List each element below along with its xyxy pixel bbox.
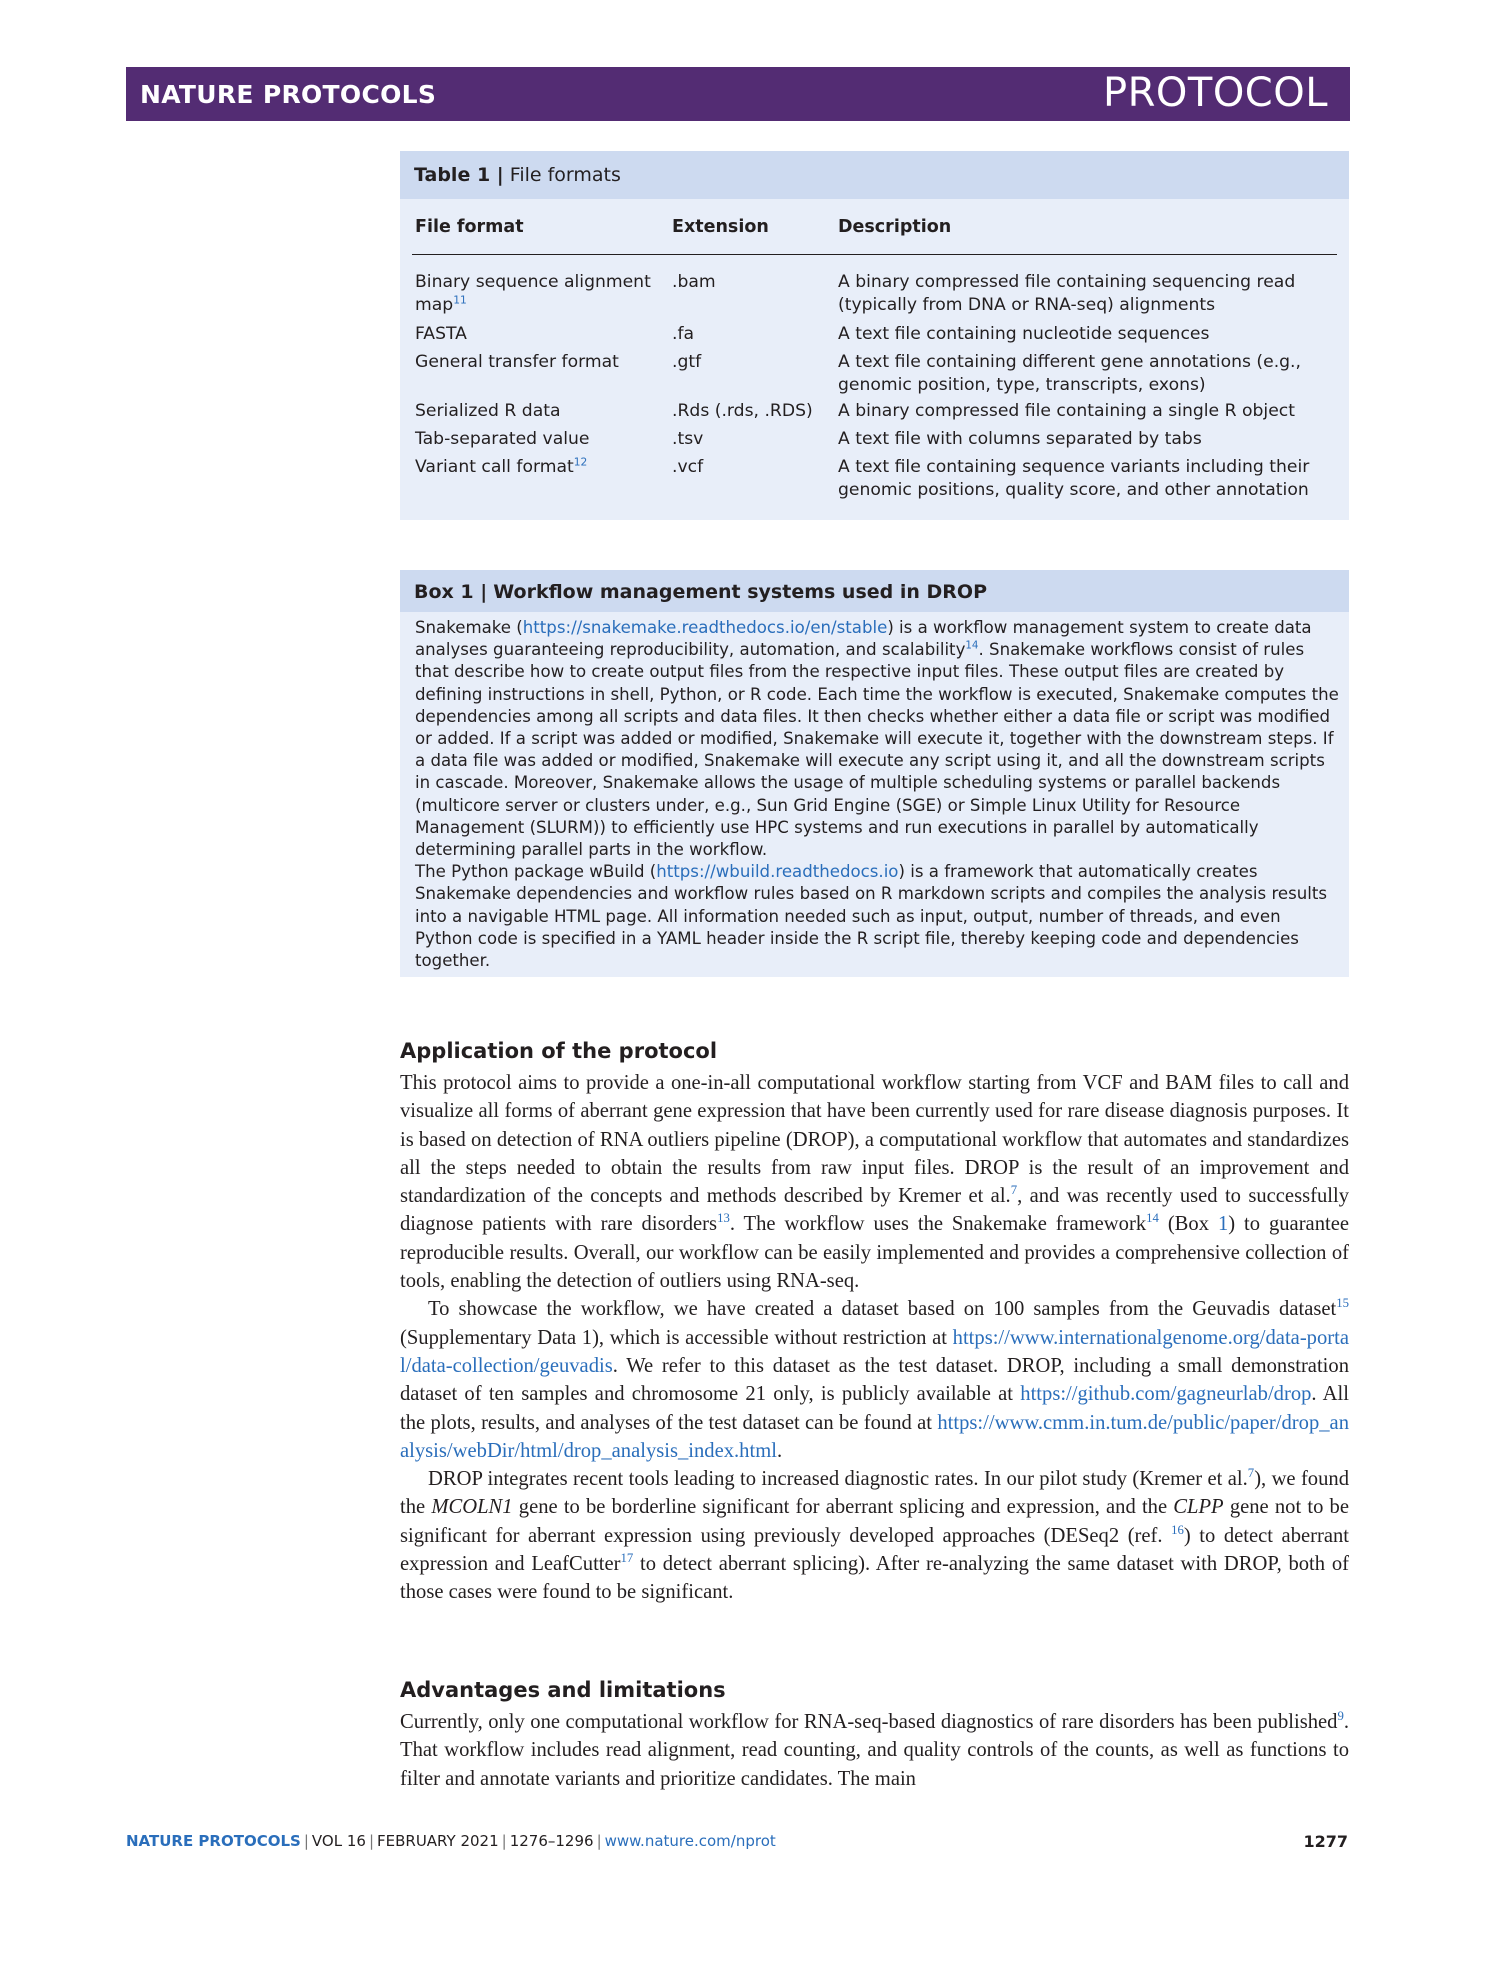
table-cell-format: FASTA bbox=[415, 324, 467, 344]
table-1-label: Table 1 | bbox=[414, 164, 504, 186]
footer-journal: NATURE PROTOCOLS bbox=[126, 1832, 301, 1850]
box-1-label: Box 1 | bbox=[414, 581, 488, 603]
table-cell-format: General transfer format bbox=[415, 352, 619, 372]
gene-name: CLPP bbox=[1173, 1496, 1224, 1519]
table-cell-extension: .tsv bbox=[672, 429, 704, 449]
table-cell-description: A text file containing nucleotide sequences bbox=[838, 324, 1210, 344]
footer-pages: 1276–1296 bbox=[509, 1832, 594, 1850]
citation-link[interactable]: 16 bbox=[1171, 1522, 1184, 1537]
citation-link[interactable]: 11 bbox=[453, 292, 467, 306]
paragraph: Currently, only one computational workflow for RNA-seq-based diagnostics of rare disorders has been published$^9$. That workflow includes read alignment, read counting, and quality controls of the counts, as well as functions to filter and annotate variants and prioritize candidates. The main bbox=[400, 1709, 1349, 1790]
table-cell-extension: .vcf bbox=[672, 457, 704, 477]
table-cell-format: Variant call format$^{12}$ bbox=[415, 455, 588, 477]
box-1-link[interactable]: 1 bbox=[1217, 1213, 1229, 1236]
page-number: 1277 bbox=[1303, 1832, 1348, 1851]
table-1-title bbox=[414, 164, 621, 186]
paragraph: This protocol aims to provide a one-in-all computational workflow starting from VCF and BAM files to call and visualize all forms of aberrant gene expression that have been currently used for rare disease diagnosis purposes. It is based on detection of RNA outliers pipeline (DROP), a computational workflow that automates and standardizes all the steps needed to obtain the results from raw input files. DROP is the result of an improvement and standardization of the concepts and methods described by Kremer et al.$^7$, and was recently used to successfully diagnose patients with rare disorders$^{13}$. The workflow uses the Snakemake framework$^{14}$ (Box 1) to guarantee reproducible results. Overall, our workflow can be easily implemented and provides a comprehensive collection of tools, enabling the detection of outliers using RNA-seq. bbox=[400, 1072, 1349, 1293]
table-cell-format: Serialized R data bbox=[415, 401, 561, 421]
table-cell-format: Tab-separated value bbox=[415, 429, 590, 449]
citation-link[interactable]: 7 bbox=[1247, 1466, 1255, 1481]
table-cell-description: A text file with columns separated by tabs bbox=[838, 429, 1202, 449]
section-heading-application: Application of the protocol bbox=[400, 1039, 718, 1063]
paragraph: DROP integrates recent tools leading to increased diagnostic rates. In our pilot study (Kremer et al.$^7$), we found the MCOLN1 gene to be borderline significant for aberrant splicing and expression, and the CLPP gene not to be significant for aberrant expression using previously developed approaches (DESeq2 (ref. $^{16}$) to detect aberrant expression and LeafCutter$^{17}$ to detect aberrant splicing). After re-analyzing the same dataset with DROP, both of those cases were found to be significant. bbox=[400, 1466, 1350, 1604]
article-type: PROTOCOL bbox=[1102, 70, 1328, 116]
box-1 bbox=[400, 570, 1349, 977]
footer-url-link[interactable]: www.nature.com/nprot bbox=[604, 1832, 776, 1850]
table-cell-description: A binary compressed file containing sequencing read (typically from DNA or RNA-seq) alignments bbox=[838, 272, 1296, 315]
table-cell-extension: .fa bbox=[672, 324, 695, 344]
box-1-paragraph: The Python package wBuild (https://wbuild.readthedocs.io) is a framework that automatically creates Snakemake dependencies and workflow rules based on R markdown scripts and compiles the analysis results into a navigable HTML page. All information needed such as input, output, number of threads, and even Python code is specified in a YAML header inside the R script file, thereby keeping code and dependencies together. bbox=[415, 862, 1328, 971]
table-cell-description: A binary compressed file containing a single R object bbox=[838, 401, 1295, 421]
section-heading-advantages: Advantages and limitations bbox=[400, 1678, 726, 1702]
citation-link[interactable]: 15 bbox=[1336, 1296, 1349, 1311]
footer-volume: VOL 16 bbox=[311, 1832, 366, 1850]
citation-link[interactable]: 13 bbox=[717, 1211, 730, 1226]
gene-name: MCOLN1 bbox=[431, 1496, 513, 1519]
table-cell-extension: .gtf bbox=[672, 352, 702, 372]
citation-link[interactable]: 17 bbox=[620, 1551, 634, 1566]
box-1-title bbox=[414, 581, 987, 603]
journal-name: NATURE PROTOCOLS bbox=[140, 80, 437, 109]
journal-header-bar bbox=[126, 67, 1350, 121]
box-1-body bbox=[415, 617, 1340, 972]
page-footer: NATURE PROTOCOLS | VOL 16 | FEBRUARY 2021 | 1276–1296 | www.nature.com/nprot 1277 bbox=[126, 1832, 1348, 1851]
drop-analysis-link[interactable]: https://www.cmm.in.tum.de/public/paper/drop_analysis/webDir/html/drop_analysis_index.html bbox=[400, 1411, 1349, 1462]
citation-link[interactable]: 7 bbox=[1010, 1183, 1018, 1198]
table-cell-extension: .Rds (.rds, .RDS) bbox=[672, 401, 813, 421]
table-1-title-bar bbox=[400, 151, 1349, 199]
box-1-caption: Workflow management systems used in DROP bbox=[493, 581, 988, 603]
wbuild-link[interactable]: https://wbuild.readthedocs.io bbox=[656, 862, 899, 882]
box-1-title-bar bbox=[400, 570, 1349, 612]
citation-link[interactable]: 14 bbox=[965, 639, 979, 652]
table-cell-format: Binary sequence alignment map$^{11}$ bbox=[415, 272, 651, 315]
geuvadis-link[interactable]: https://www.internationalgenome.org/data-portal/data-collection/geuvadis bbox=[400, 1326, 1349, 1377]
section-body-application bbox=[400, 1069, 1349, 1607]
section-body-advantages bbox=[400, 1708, 1349, 1793]
paragraph: To showcase the workflow, we have created a dataset based on 100 samples from the Geuvadis dataset$^{15}$ (Supplementary Data 1), which is accessible without restriction at https://www.internationalgenome.org/data-portal/data-collection/geuvadis. We refer to this dataset as the test dataset. DROP, including a small demonstration dataset of ten samples and chromosome 21 only, is publicly available at https://github.com/gagneurlab/drop. All the plots, results, and analyses of the test dataset can be found at https://www.cmm.in.tum.de/public/paper/drop_analysis/webDir/html/drop_analysis_index.html. bbox=[400, 1296, 1349, 1462]
table-cell-description: A text file containing different gene annotations (e.g., genomic position, type, transcripts, exons) bbox=[838, 352, 1301, 395]
citation-link[interactable]: 12 bbox=[573, 455, 588, 469]
table-header-rule bbox=[412, 254, 1337, 255]
table-cell-extension: .bam bbox=[672, 272, 716, 292]
snakemake-link[interactable]: https://snakemake.readthedocs.io/en/stable bbox=[522, 618, 888, 637]
footer-date: FEBRUARY 2021 bbox=[377, 1832, 499, 1850]
box-1-paragraph: Snakemake (https://snakemake.readthedocs.io/en/stable) is a workflow management system to create data analyses guaranteeing reproducibility, automation, and scalability$^{14}$. Snakemake workflows consist of rules that describe how to create output files from the respective input files. These output files are created by defining instructions in shell, Python, or R code. Each time the workflow is executed, Snakemake computes the dependencies among all scripts and data files. It then checks whether either a data file or script was modified or added. If a script was added or modified, Snakemake will execute it, together with the downstream steps. If a data file was added or modified, Snakemake will execute any script using it, and all the downstream scripts in cascade. Moreover, Snakemake allows the usage of multiple scheduling systems or parallel backends (multicore server or clusters under, e.g., Sun Grid Engine (SGE) or Simple Linux Utility for Resource Management (SLURM)) to efficiently use HPC systems and run executions in parallel by automatically determining parallel parts in the workflow. bbox=[415, 618, 1339, 860]
citation-link[interactable]: 9 bbox=[1337, 1709, 1344, 1724]
column-header-extension: Extension bbox=[672, 217, 769, 237]
table-1 bbox=[400, 151, 1349, 520]
github-link[interactable]: https://github.com/gagneurlab/drop bbox=[1020, 1383, 1312, 1406]
column-header-format: File format bbox=[415, 217, 524, 237]
citation-link[interactable]: 14 bbox=[1146, 1211, 1159, 1226]
table-cell-description: A text file containing sequence variants including their genomic positions, quality score, and other annotation bbox=[838, 457, 1310, 500]
column-header-description: Description bbox=[838, 217, 952, 237]
table-1-caption: File formats bbox=[509, 164, 621, 186]
